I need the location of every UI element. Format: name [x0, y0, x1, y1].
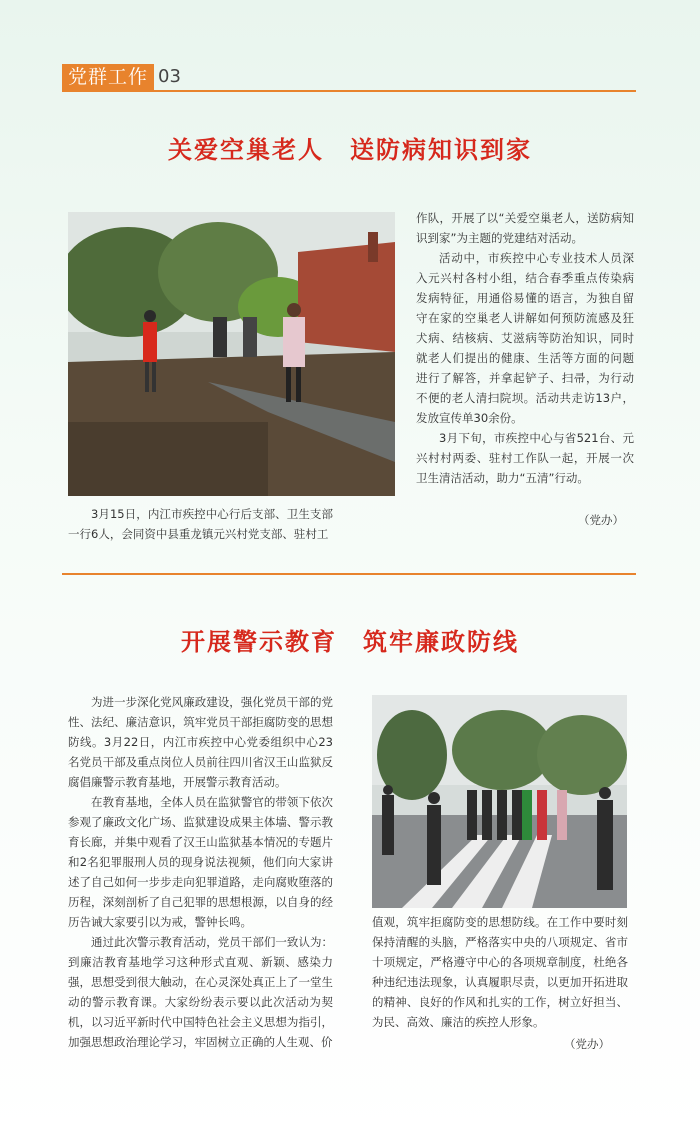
article1-title: 关爱空巢老人 送防病知识到家 [168, 135, 532, 164]
article2-body-right: 值观，筑牢拒腐防变的思想防线。在工作中要时刻保持清醒的头脑，严格落实中央的八项规定、省市十项规定，严格遵守中心的各项规章制度，杜绝各种违纪违法现象，认真履职尽责，以更加开拓进取的精神、良好的作风和扎实的工作，树立好担当、为民、高效、廉洁的疾控人形象。 [372, 915, 628, 1029]
article2-photo [372, 695, 627, 908]
article1-body: 作队，开展了以“关爱空巢老人，送防病知识到家”为主题的党建结对活动。 活动中，市疾控中心专业技术人员深入元兴村各村小组，结合春季重点传染病发病特征，用通俗易懂的语言，为独自留守在家的空巢老人讲解如何预防流感及狂犬病、结核病、艾滋病等防治知识，同时就老人们提出的健康、生活等方面的问题进行了解答，并拿起铲子、扫帚，为行动不便的老人清扫院坝。活动共走访13户，发放宣传单30余份。 3月下旬，市疾控中心与省521台、元兴村村两委、驻村工作队一起，开展一次卫生清洁活动，助力“五清”行动。 [416, 211, 634, 485]
section-tag: 党群工作 [62, 64, 154, 90]
page-number: 03 [158, 66, 181, 87]
article2-title: 开展警示教育 筑牢廉政防线 [181, 627, 519, 656]
section-divider [62, 573, 636, 575]
article2-sign: （党办） [564, 1037, 610, 1051]
header-divider [62, 90, 636, 92]
article1-photo [68, 212, 395, 496]
article1-caption: 3月15日，内江市疾控中心行后支部、卫生支部一行6人，会同资中县重龙镇元兴村党支部、驻村工 [68, 507, 333, 541]
article2-body-left: 为进一步深化党风廉政建设，强化党员干部的党性、法纪、廉洁意识，筑牢党员干部拒腐防变的思想防线。3月22日，内江市疾控中心党委组织中心23名党员干部及重点岗位人员前往四川省汉王山监狱反腐倡廉警示教育基地，开展警示教育活动。 在教育基地，全体人员在监狱警官的带领下依次参观了廉政文化广场、监狱建设成果主体墙、警示教育长廊，并集中观看了汉王山监狱基本情况的专题片和2名犯罪服刑人员的现身说法视频，他们向大家讲述了自己如何一步步走向犯罪道路，走向腐败堕落的历程，深刻剖析了自己犯罪的思想根源，以自身的经历告诫大家要引以为戒，警钟长鸣。 通过此次警示教育活动，党员干部们一致认为：到廉洁教育基地学习这种形式直观、新颖、感染力强，思想受到很大触动，在心灵深处真正上了一堂生动的警示教育课。大家纷纷表示要以此次活动为契机，以习近平新时代中国特色社会主义思想为指引，加强思想政治理论学习，牢固树立正确的人生观、价 [68, 695, 333, 1049]
article1-sign: （党办） [578, 513, 624, 527]
